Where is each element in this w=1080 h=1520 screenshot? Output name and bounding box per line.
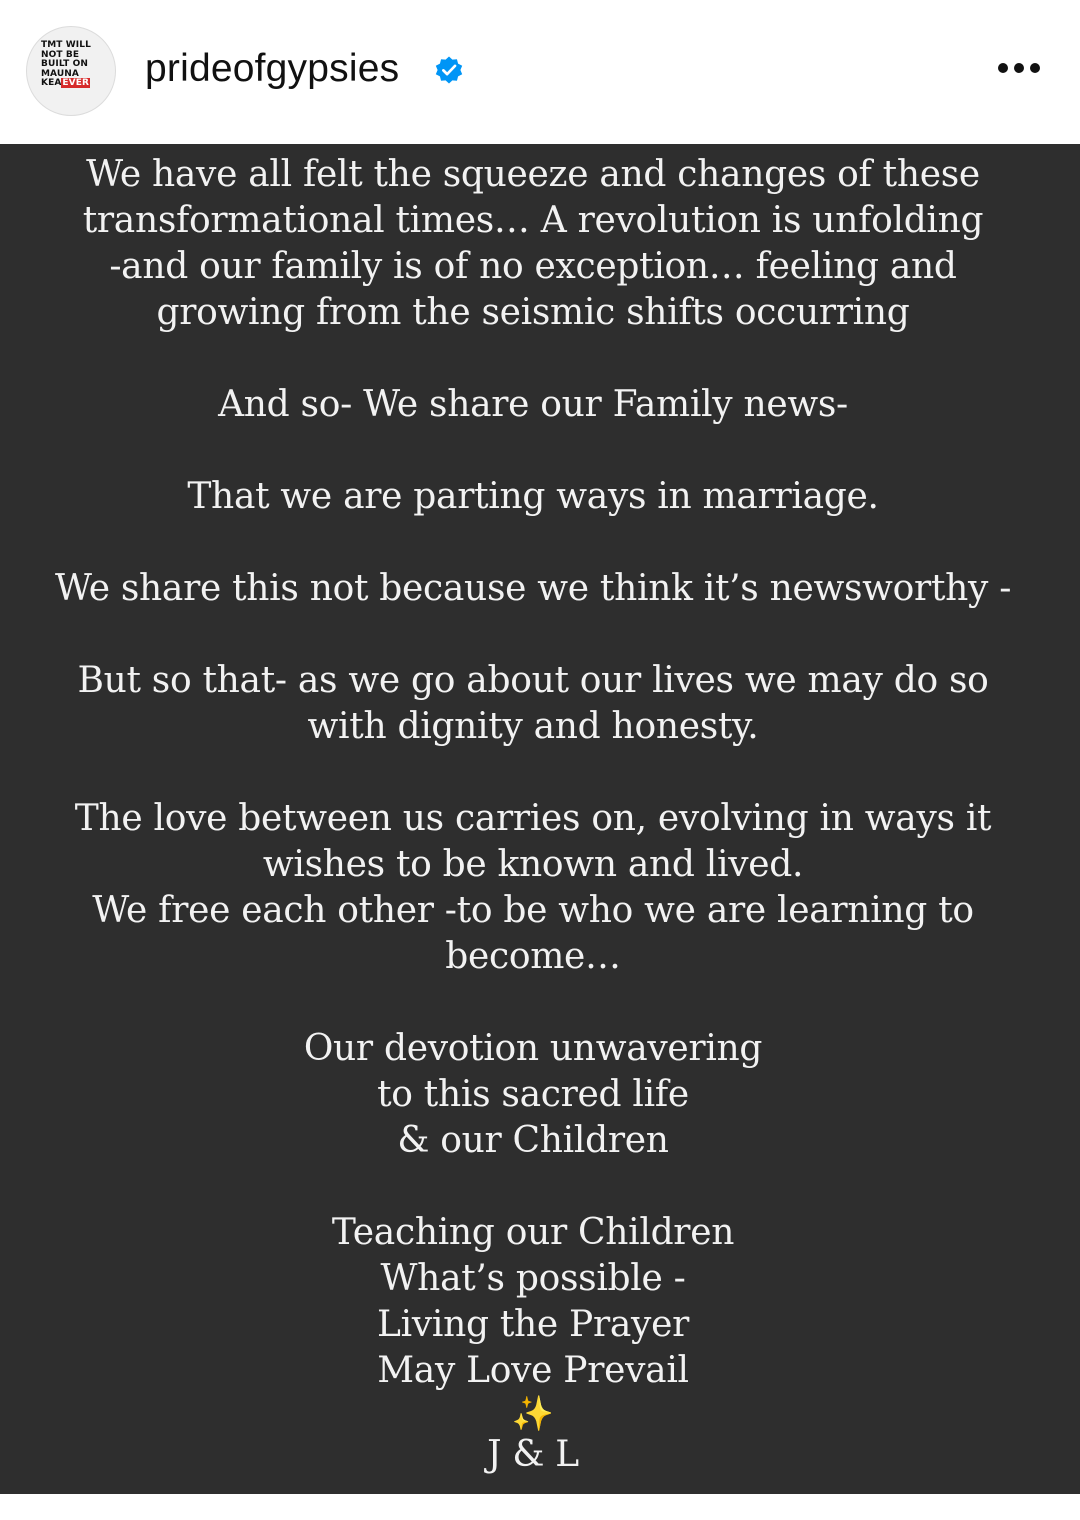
avatar-line: NOT BE xyxy=(41,49,80,60)
avatar-kea: KEA xyxy=(41,78,62,88)
verified-badge-icon xyxy=(434,55,464,85)
signature: J & L xyxy=(487,1434,579,1475)
post-paragraph-1: We have all felt the squeeze and changes of these transformational times… A revolution is unfolding -and our family is of no exception… feeling and growing from the seismic shifts occurring xyxy=(82,154,984,333)
post-paragraph-8: Teaching our Children What’s possible - Living the Prayer May Love Prevail xyxy=(331,1212,735,1391)
username[interactable]: prideofgypsies xyxy=(145,47,400,90)
avatar-line-last xyxy=(41,79,107,89)
post-image xyxy=(0,144,1080,1494)
post-paragraph-7: Our devotion unwavering to this sacred life & our Children xyxy=(303,1028,763,1161)
post-paragraph-3: That we are parting ways in marriage. xyxy=(187,476,879,517)
bottom-strip xyxy=(0,1494,1080,1520)
more-dot xyxy=(998,63,1008,73)
post-paragraph-4: We share this not because we think it’s newsworthy - xyxy=(54,568,1012,609)
more-dot xyxy=(1014,63,1024,73)
post-paragraph-2: And so- We share our Family news- xyxy=(218,384,848,425)
avatar-line: MAUNA xyxy=(41,68,79,79)
more-options-icon[interactable] xyxy=(992,54,1048,84)
avatar-line: TMT WILL xyxy=(41,40,91,50)
post-header xyxy=(0,0,1080,144)
sparkles-icon: ✨ xyxy=(511,1394,555,1434)
avatar-badge-text xyxy=(41,41,107,89)
post-paragraph-6: The love between us carries on, evolving in ways it wishes to be known and lived. We free each other -to be who we are learning to become… xyxy=(74,798,992,977)
avatar-ever: EVER xyxy=(62,78,89,88)
avatar[interactable] xyxy=(26,26,116,116)
post-paragraph-5: But so that- as we go about our lives we may do so with dignity and honesty. xyxy=(77,660,989,747)
avatar-line: BUILT ON xyxy=(41,59,89,69)
more-dot xyxy=(1030,63,1040,73)
